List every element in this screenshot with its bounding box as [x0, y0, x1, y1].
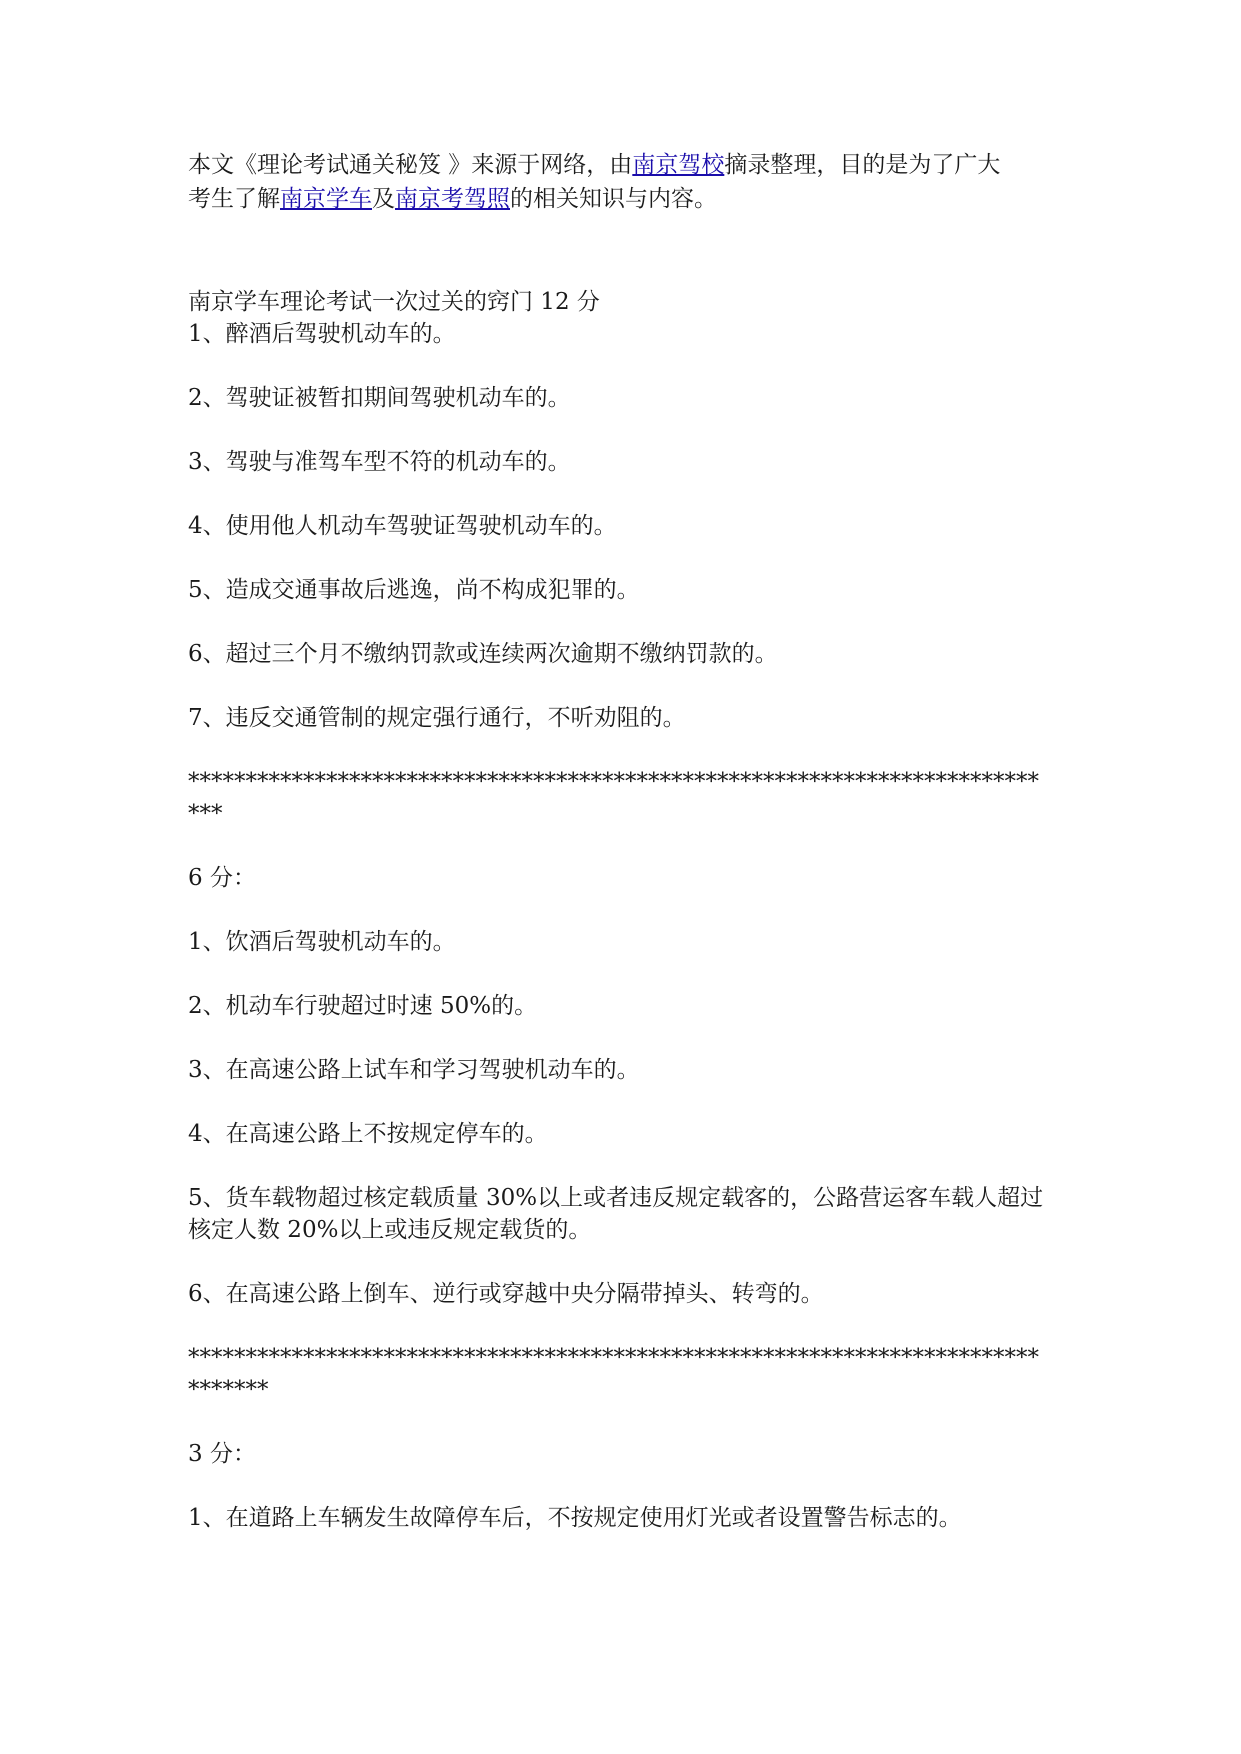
link-nanjing-driving-license[interactable]: 南京考驾照 — [395, 186, 510, 212]
section-3-heading: 3 分： — [188, 1441, 256, 1467]
section-6-heading: 6 分： — [188, 865, 256, 891]
intro-text-1: 本文《理论考试通关秘笈 》来源于网络，由 — [188, 152, 633, 178]
separator-line: ******* — [188, 1377, 269, 1403]
separator-line: ************************************************************************** — [188, 769, 1039, 795]
intro-text-5: 的相关知识与内容。 — [510, 186, 717, 212]
separator-stars — [188, 766, 1060, 830]
section-12-item: 3、驾驶与准驾车型不符的机动车的。 — [188, 449, 571, 475]
section-6-item: 2、机动车行驶超过时速 50%的。 — [188, 993, 538, 1019]
document-page — [188, 148, 1060, 1534]
intro-text-4: 及 — [372, 186, 395, 212]
link-nanjing-learn-driving[interactable]: 南京学车 — [280, 186, 372, 212]
section-6-item: 1、饮酒后驾驶机动车的。 — [188, 929, 456, 955]
section-6-item: 4、在高速公路上不按规定停车的。 — [188, 1121, 548, 1147]
section-12-item: 1、醉酒后驾驶机动车的。 — [188, 321, 456, 347]
section-6-item: 6、在高速公路上倒车、逆行或穿越中央分隔带掉头、转弯的。 — [188, 1281, 824, 1307]
section-12-item: 2、驾驶证被暂扣期间驾驶机动车的。 — [188, 385, 571, 411]
section-12-item: 4、使用他人机动车驾驶证驾驶机动车的。 — [188, 513, 617, 539]
link-nanjing-driving-school[interactable]: 南京驾校 — [632, 152, 725, 178]
section-12-heading: 南京学车理论考试一次过关的窍门 12 分 — [188, 289, 600, 315]
section-6-item: 3、在高速公路上试车和学习驾驶机动车的。 — [188, 1057, 640, 1083]
intro-text-3: 考生了解 — [188, 186, 280, 212]
section-3-item: 1、在道路上车辆发生故障停车后，不按规定使用灯光或者设置警告标志的。 — [188, 1505, 962, 1531]
intro-text-2: 摘录整理，目的是为了广大 — [724, 152, 1001, 178]
section-12-item: 7、违反交通管制的规定强行通行，不听劝阻的。 — [188, 705, 686, 731]
separator-line: *** — [188, 801, 223, 827]
intro-paragraph — [188, 148, 1060, 216]
separator-stars — [188, 1342, 1060, 1406]
separator-line: ************************************************************************** — [188, 1345, 1039, 1371]
section-12-item: 5、造成交通事故后逃逸，尚不构成犯罪的。 — [188, 577, 640, 603]
section-6-item: 5、货车载物超过核定载质量 30%以上或者违反规定载客的，公路营运客车载人超过核定人数 20%以上或违反规定载货的。 — [188, 1185, 1044, 1243]
section-12-item: 6、超过三个月不缴纳罚款或连续两次逾期不缴纳罚款的。 — [188, 641, 778, 667]
